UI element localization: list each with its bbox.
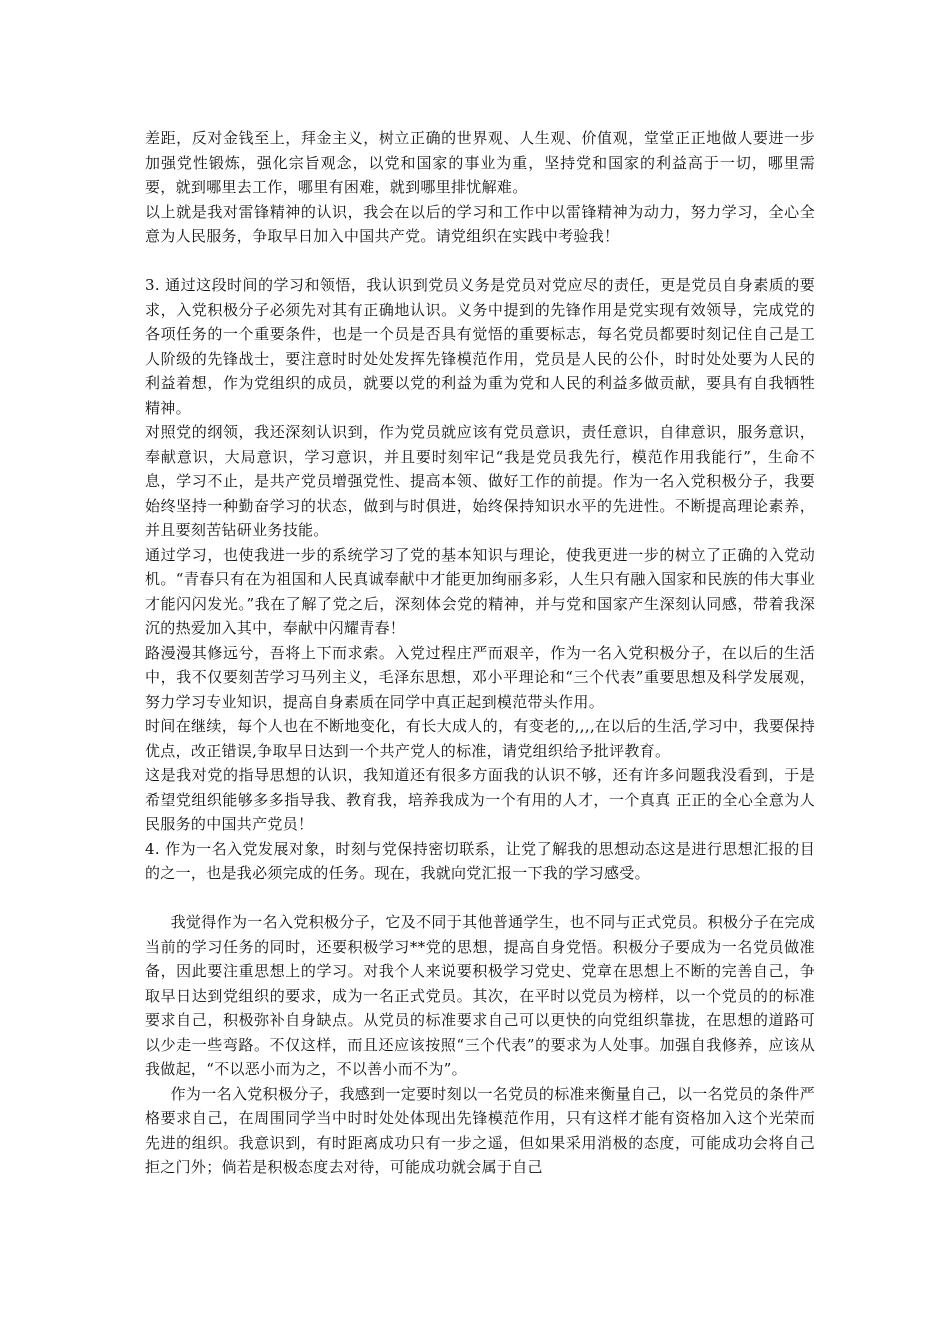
paragraph-1: 差距，反对金钱至上，拜金主义，树立正确的世界观、人生观、价值观，堂堂正正地做人要进一步加强党性锻炼，强化宗旨观念，以党和国家的事业为重，坚持党和国家的利益高于一切，哪里需要，就到哪里去工作，哪里有困难，就到哪里排忧解难。	[145, 129, 815, 196]
paragraph-10: 我觉得作为一名入党积极分子，它及不同于其他普通学生，也不同与正式党员。积极分子在完成当前的学习任务的同时，还要积极学习**党的思想，提高自身党悟。积极分子要成为一名党员做准备，因此要注重思想上的学习。对我个人来说要积极学习党史、党章在思想上不断的完善自己，争取早日达到党组织的要求，成为一名正式党员。其次，在平时以党员为榜样，以一个党员的的标准要求自己，积极弥补自身缺点。从党员的标准要求自己可以更快的向党组织靠拢，在思想的道路可以少走一些弯路。不仅这样，而且还应该按照“三个代表”的要求为人处事。加强自我修养，应该从我做起，“不以恶小而为之，不以善小而不为”。	[145, 913, 816, 1078]
paragraph-9: 4. 作为一名入党发展对象，时刻与党保持密切联系，让党了解我的思想动态这是进行思想汇报的目的之一，也是我必须完成的任务。现在，我就向党汇报一下我的学习感受。	[145, 839, 815, 882]
paragraph-4: 对照党的纲领，我还深刻认识到，作为党员就应该有党员意识，责任意识，自律意识，服务意识，奉献意识，大局意识，学习意识，并且要时刻牢记“我是党员我先行，模范作用我能行”，生命不息，学习不止，是共产党员增强党性、提高本领、做好工作的前提。作为一名入党积极分子，我要始终坚持一种勤奋学习的状态，做到与时俱进，始终保持知识水平的先进性。不断提高理论素养，并且要刻苦钻研业务技能。	[145, 423, 815, 539]
paragraph-6: 路漫漫其修远兮，吾将上下而求索。入党过程庄严而艰辛，作为一名入党积极分子，在以后的生活中，我不仅要刻苦学习马列主义，毛泽东思想，邓小平理论和“三个代表”重要思想及科学发展观，努力学习专业知识，提高自身素质在同学中真正起到模范带头作用。	[145, 643, 815, 711]
paragraph-8: 这是我对党的指导思想的认识，我知道还有很多方面我的认识不够，还有许多问题我没看到，于是希望党组织能够多多指导我、教育我，培养我成为一个有用的人才，一个真真 正正的全心全意为人民服务的中国共产党员！	[145, 766, 815, 833]
blank-line	[145, 886, 815, 911]
paragraph-7: 时间在继续，每个人也在不断地变化，有长大成人的，有变老的,,,,在以后的生活,学习中，我要保持优点，改正错误,争取早日达到一个共产党人的标准，请党组织给予批评教育。	[145, 717, 815, 760]
paragraph-2: 以上就是我对雷锋精神的认识，我会在以后的学习和工作中以雷锋精神为动力，努力学习，全心全意为人民服务，争取早日加入中国共产党。请党组织在实践中考验我！	[145, 202, 815, 245]
paragraph-5: 通过学习，也使我进一步的系统学习了党的基本知识与理论，使我更进一步的树立了正确的入党动机。“青春只有在为祖国和人民真诚奉献中才能更加绚丽多彩，人生只有融入国家和民族的伟大事业才能闪闪发光。”我在了解了党之后，深刻体会党的精神，并与党和国家产生深刻认同感，带着我深沉的热爱加入其中，奉献中闪耀青春！	[145, 545, 815, 637]
paragraph-11: 作为一名入党积极分子，我感到一定要时刻以一名党员的标准来衡量自己，以一名党员的条件严格要求自己，在周围同学当中时时处处体现出先锋模范作用，只有这样才能有资格加入这个光荣而先进的组织。我意识到，有时距离成功只有一步之遥，但如果采用消极的态度，可能成功会将自己拒之门外；倘若是积极态度去对待，可能成功就会属于自己	[145, 1084, 816, 1176]
paragraph-3: 3. 通过这段时间的学习和领悟，我认识到党员义务是党员对党应尽的责任，更是党员自身素质的要求，入党积极分子必须先对其有正确地认识。义务中提到的先锋作用是党实现有效领导，完成党的各项任务的一个重要条件，也是一个员是否具有觉悟的重要标志，每名党员都要时刻记住自己是工人阶级的先锋战士，要注意时时处处发挥先锋模范作用，党员是人民的公仆，时时处处要为人民的利益着想，作为党组织的成员，就要以党的利益为重为党和人民的利益多做贡献，要具有自我牺牲精神。	[145, 276, 815, 417]
blank-line	[145, 249, 815, 274]
document-body	[145, 126, 815, 1180]
